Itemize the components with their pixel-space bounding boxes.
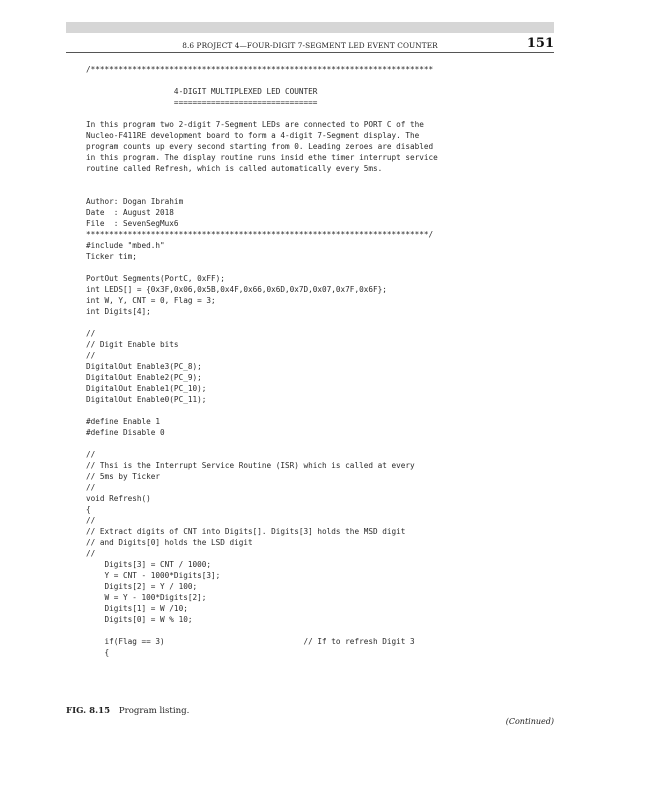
code-line (86, 174, 556, 185)
code-line: DigitalOut Enable2(PC_9); (86, 373, 202, 382)
top-gray-bar (66, 22, 554, 33)
code-line: #define Enable 1 (86, 417, 161, 426)
code-line: { (86, 505, 91, 514)
code-line: // (86, 516, 96, 525)
code-line: #include "mbed.h" (86, 241, 165, 250)
code-line: routine called Refresh, which is called automatically every 5ms. (86, 164, 383, 173)
code-line (86, 317, 556, 328)
code-line: =============================== (86, 98, 318, 107)
code-line: if(Flag == 3) // If to refresh Digit 3 (86, 637, 415, 646)
code-line: Digits[2] = Y / 100; (86, 582, 198, 591)
code-line: PortOut Segments(PortC, 0xFF); (86, 274, 225, 283)
code-line: int Digits[4]; (86, 307, 151, 316)
code-line (86, 108, 556, 119)
code-line: File : SevenSegMux6 (86, 219, 179, 228)
code-line: program counts up every second starting from 0. Leading zeroes are disabled (86, 142, 434, 151)
code-line (86, 185, 556, 196)
code-line: /************************************************************************** (86, 65, 434, 74)
running-head: 8.6 PROJECT 4—FOUR-DIGIT 7-SEGMENT LED EVENT COUNTER (182, 41, 438, 50)
code-line: // Thsi is the Interrupt Service Routine (ISR) which is called at every (86, 461, 415, 470)
code-line: Digits[3] = CNT / 1000; (86, 560, 211, 569)
code-line: Nucleo-F411RE development board to form a 4-digit 7-Segment display. The (86, 131, 420, 140)
code-line: Digits[1] = W /10; (86, 604, 188, 613)
header-rule (66, 52, 554, 53)
figure-label: FIG. 8.15 (66, 706, 111, 716)
code-line: void Refresh() (86, 494, 151, 503)
code-line: // 5ms by Ticker (86, 472, 161, 481)
figure-caption (66, 706, 189, 716)
code-line: { (86, 648, 110, 657)
code-line: DigitalOut Enable3(PC_8); (86, 362, 202, 371)
code-line: in this program. The display routine runs insid ethe timer interrupt service (86, 153, 438, 162)
code-line: Ticker tim; (86, 252, 137, 261)
code-line: DigitalOut Enable1(PC_10); (86, 384, 207, 393)
code-line: // (86, 450, 96, 459)
code-line: W = Y - 100*Digits[2]; (86, 593, 207, 602)
code-listing (86, 64, 556, 658)
code-line: In this program two 2-digit 7-Segment LEDs are connected to PORT C of the (86, 120, 424, 129)
code-line: // Digit Enable bits (86, 340, 179, 349)
code-line (86, 262, 556, 273)
figure-caption-text: Program listing. (118, 706, 190, 716)
code-line: **************************************************************************/ (86, 230, 434, 239)
code-line (86, 625, 556, 636)
code-line: // and Digits[0] holds the LSD digit (86, 538, 253, 547)
code-line: Y = CNT - 1000*Digits[3]; (86, 571, 221, 580)
code-line: 4-DIGIT MULTIPLEXED LED COUNTER (86, 87, 318, 96)
code-line: Digits[0] = W % 10; (86, 615, 193, 624)
code-line: DigitalOut Enable0(PC_11); (86, 395, 207, 404)
code-line (86, 438, 556, 449)
code-line: Date : August 2018 (86, 208, 174, 217)
code-line: int LEDS[] = {0x3F,0x06,0x5B,0x4F,0x66,0x6D,0x7D,0x07,0x7F,0x6F}; (86, 285, 387, 294)
code-line (86, 405, 556, 416)
code-line: // (86, 351, 96, 360)
code-line: // Extract digits of CNT into Digits[]. Digits[3] holds the MSD digit (86, 527, 406, 536)
code-line: // (86, 329, 96, 338)
code-line: Author: Dogan Ibrahim (86, 197, 184, 206)
code-line (86, 75, 556, 86)
code-line: #define Disable 0 (86, 428, 165, 437)
continued-note: (Continued) (505, 717, 554, 726)
page-number: 151 (526, 36, 554, 51)
code-line: int W, Y, CNT = 0, Flag = 3; (86, 296, 216, 305)
code-line: // (86, 483, 96, 492)
code-line: // (86, 549, 96, 558)
